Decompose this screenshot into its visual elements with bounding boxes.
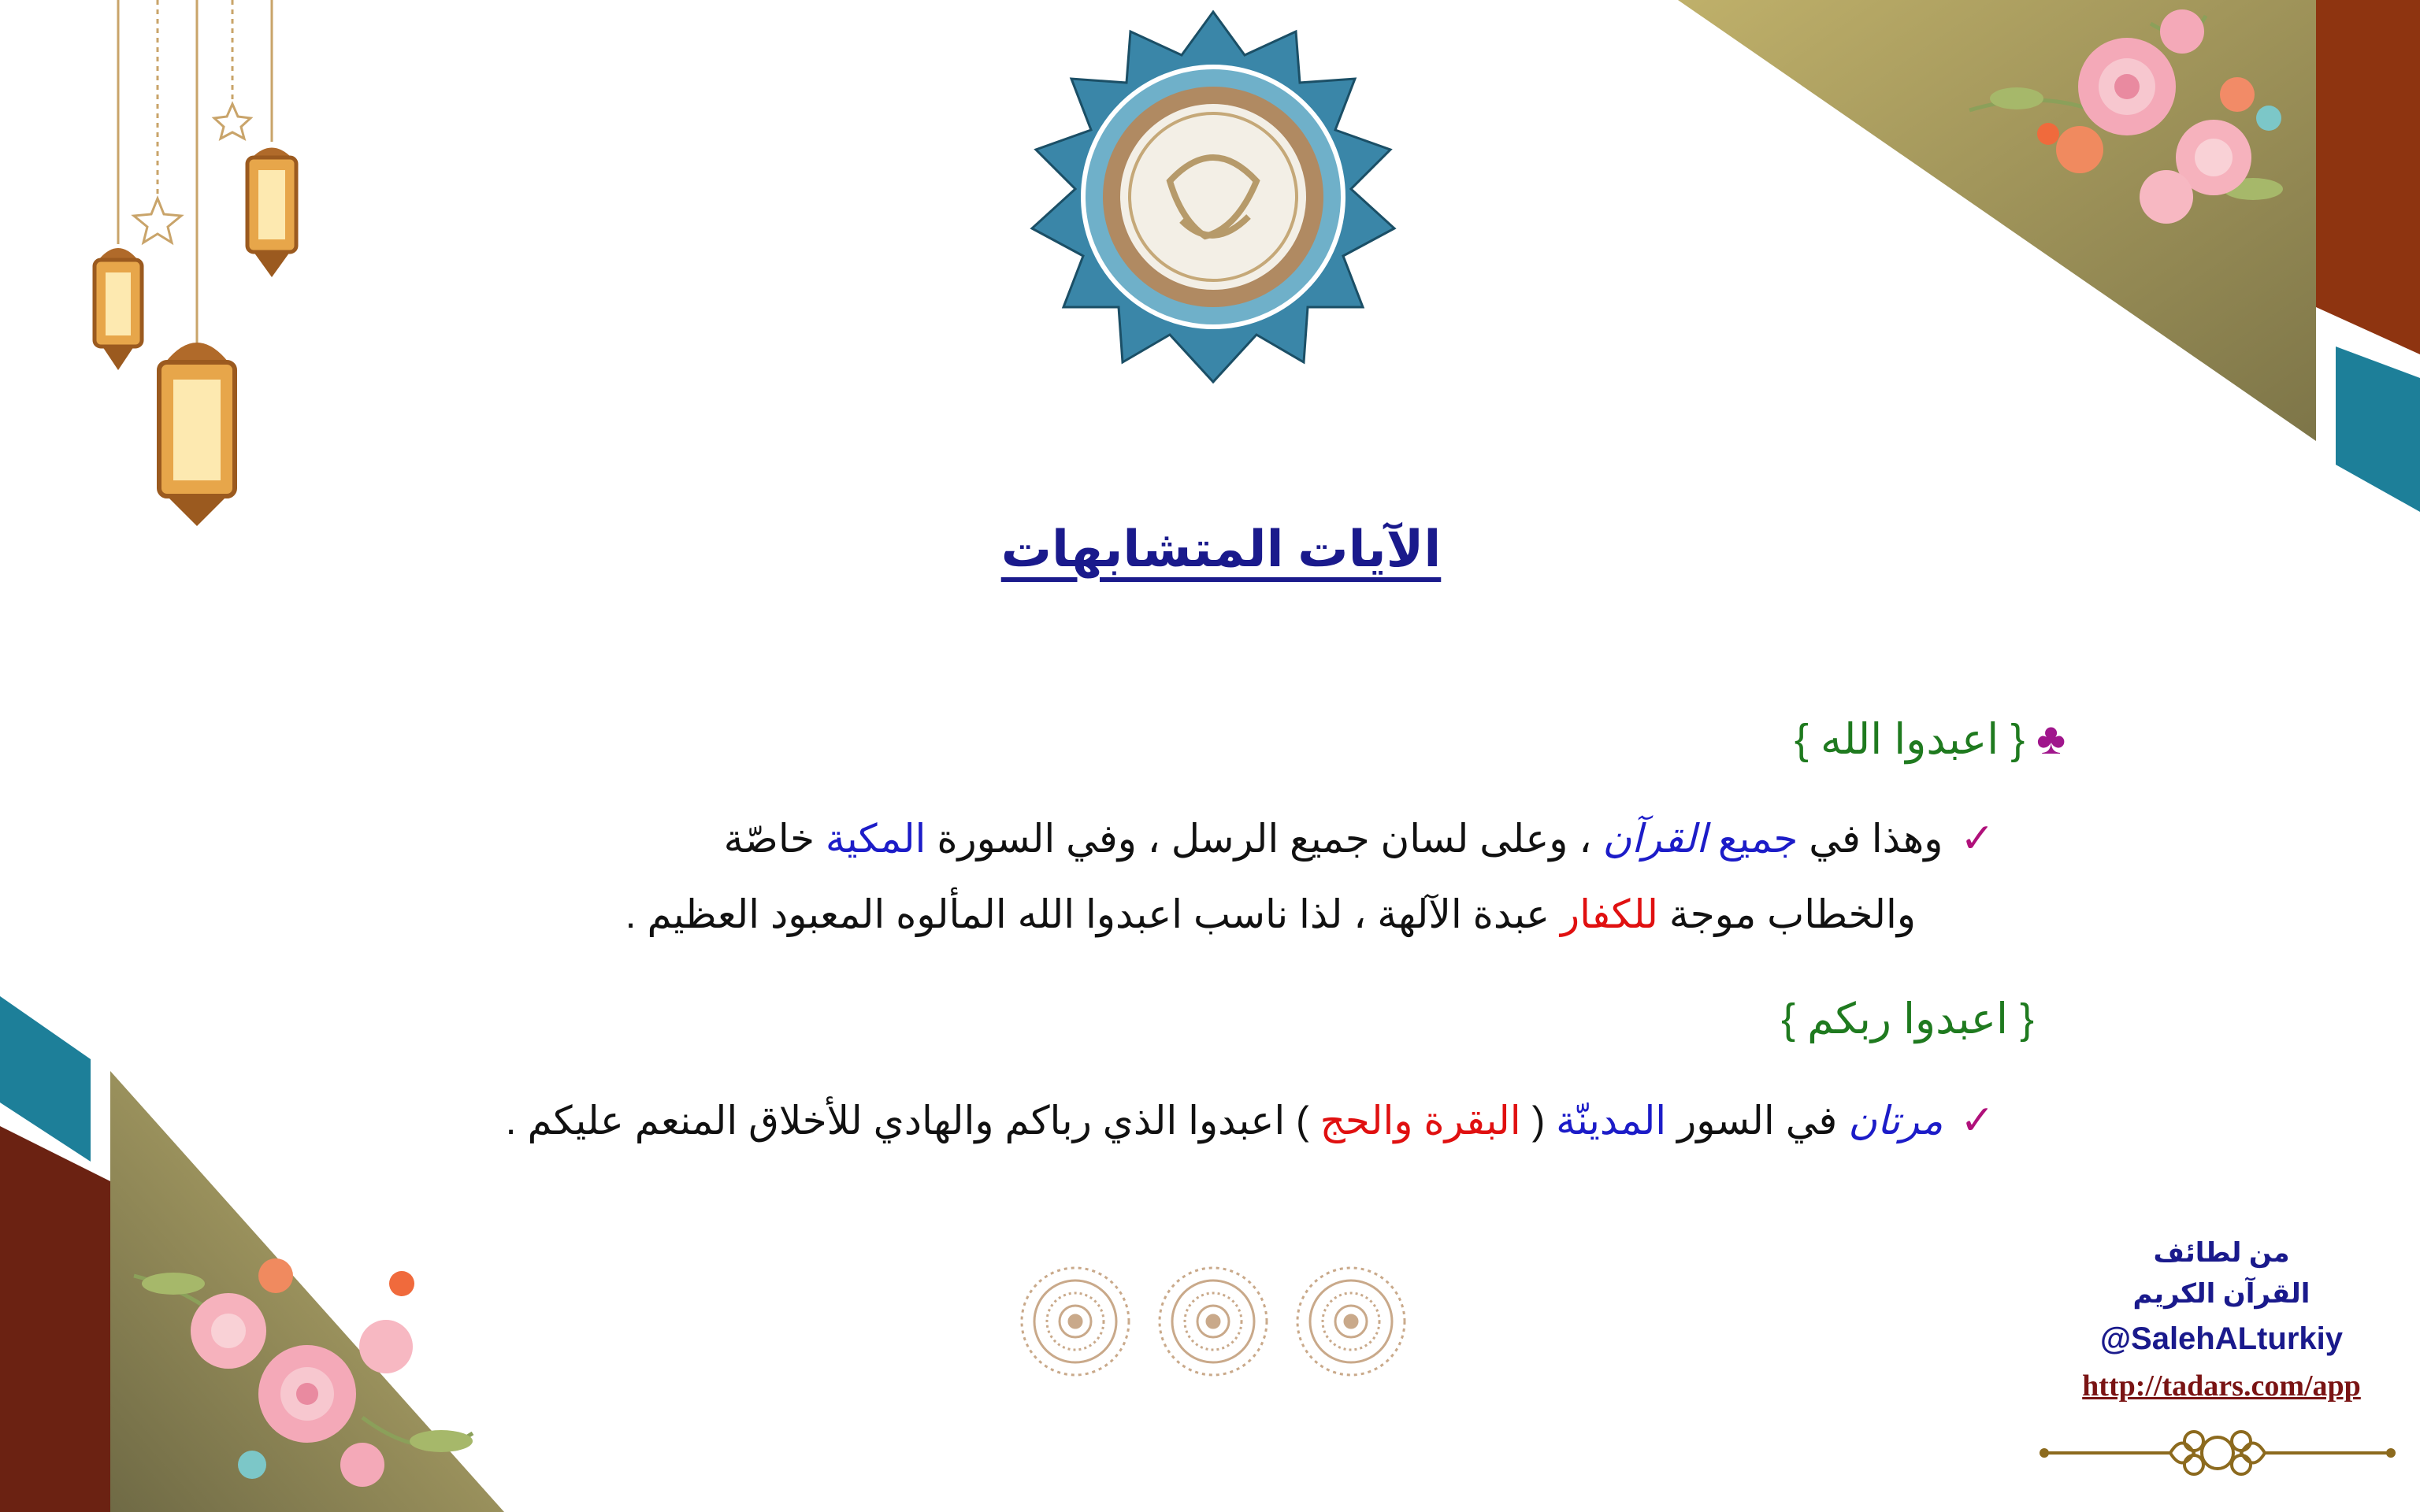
quran-medallion-icon [1024,8,1402,386]
star-icon [134,104,251,243]
page-title: الآيات المتشابهات [1000,521,1442,577]
credits-line-1: من لطائف [2153,1238,2290,1268]
section-1-line-2: والخطاب موجة للكفار عبدة الآلهة ، لذا ناسب اعبدوا الله المألوه المعبود العظيم . [625,892,1916,936]
credits-url-link[interactable]: http://tadars.com/app [2082,1369,2361,1403]
checkmark-icon: ✓ [1960,816,1995,862]
flower-bouquet-top-right [1954,0,2308,236]
club-icon: ♣ [2036,713,2066,763]
section-1-line-1: ✓وهذا في جميع القرآن ، وعلى لسان جميع الرسل ، وفي السورة المكية خاصّة [723,816,1995,862]
section-heading-1 [1795,713,2066,764]
credits-line-2: القرآن الكريم [2132,1279,2311,1309]
credits-block [2032,1232,2411,1409]
credits-handle: @SalehALturkiy [2100,1321,2343,1356]
ornament-divider-icon [2036,1418,2399,1488]
section-heading-text: { اعبدوا الله } [1794,716,2025,763]
checkmark-icon: ✓ [1960,1098,1995,1143]
flower-icon [134,1258,473,1487]
section-2-line-1: ✓مرتان في السور المدينّة ( البقرة والحج ) اعبدوا الذي رباكم والهادي للأخلاق المنعم عليكم . [505,1098,1995,1143]
rosette-row [1016,1260,1410,1386]
section-heading-text: { اعبدوا ربكم } [1781,995,2034,1043]
lantern-icon [95,148,296,527]
flower-bouquet-bottom-left [126,1228,488,1512]
rosette-icon [1022,1268,1405,1375]
hanging-lanterns [71,0,323,536]
flower-icon [1969,9,2283,224]
section-heading-2 [1781,994,2034,1043]
